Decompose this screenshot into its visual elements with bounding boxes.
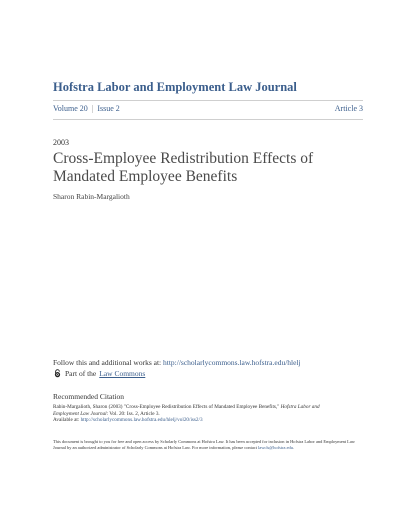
volume-issue-group (53, 104, 120, 113)
volume-issue-separator: | (91, 104, 94, 113)
header-rule-top (53, 100, 363, 101)
issue-link[interactable]: Issue 2 (97, 104, 120, 113)
notice-text: This document is brought to you for free and open access by Scholarly Commons at Hofstra Law. It has been accepted for inclusion in Hofstra Labor and Employment Law Journal by an authorized administrator of Scholarly Commons at Hofstra Law. For more information, please contact (53, 439, 355, 451)
citation-available-prefix: Available at: (53, 417, 81, 424)
publication-year: 2003 (53, 138, 69, 147)
follow-prefix: Follow this and additional works at: (53, 358, 163, 367)
citation-journal-italic-1: Hofstra Labor and (280, 404, 320, 410)
header-rule-bottom (53, 119, 363, 120)
part-of-line (53, 369, 145, 378)
volume-link[interactable]: Volume 20 (53, 104, 88, 113)
contact-email-link[interactable]: lawcls@hofstra.edu (258, 445, 293, 451)
paper-title: Cross-Employee Redistribution Effects of Mandated Employee Benefits (53, 150, 314, 185)
recommended-citation-heading: Recommended Citation (53, 392, 125, 401)
author-name: Sharon Rabin-Margalioth (53, 192, 130, 201)
follow-url-link[interactable]: http://scholarlycommons.law.hofstra.edu/hlelj (163, 358, 301, 367)
notice-end: . (292, 445, 295, 451)
open-access-lock-icon (53, 369, 62, 378)
part-of-prefix: Part of the (65, 369, 97, 378)
journal-title[interactable]: Hofstra Labor and Employment Law Journal (53, 80, 297, 94)
citation-journal-italic-2: Employment Law Journal (53, 410, 107, 417)
follow-line (53, 358, 301, 367)
citation-line1-text: Rabin-Margalioth, Sharon (2003) "Cross-Employee Redistribution Effects of Mandated Employee Benefits," (53, 404, 281, 410)
law-commons-link[interactable]: Law Commons (99, 369, 146, 378)
citation-url-link[interactable]: http://scholarlycommons.law.hofstra.edu/hlelj/vol20/iss2/3 (80, 417, 203, 424)
article-link[interactable]: Article 3 (334, 104, 363, 113)
access-notice (53, 439, 363, 452)
citation-block (53, 404, 363, 424)
citation-volume-text: : Vol. 20: Iss. 2, Article 3. (106, 410, 160, 417)
